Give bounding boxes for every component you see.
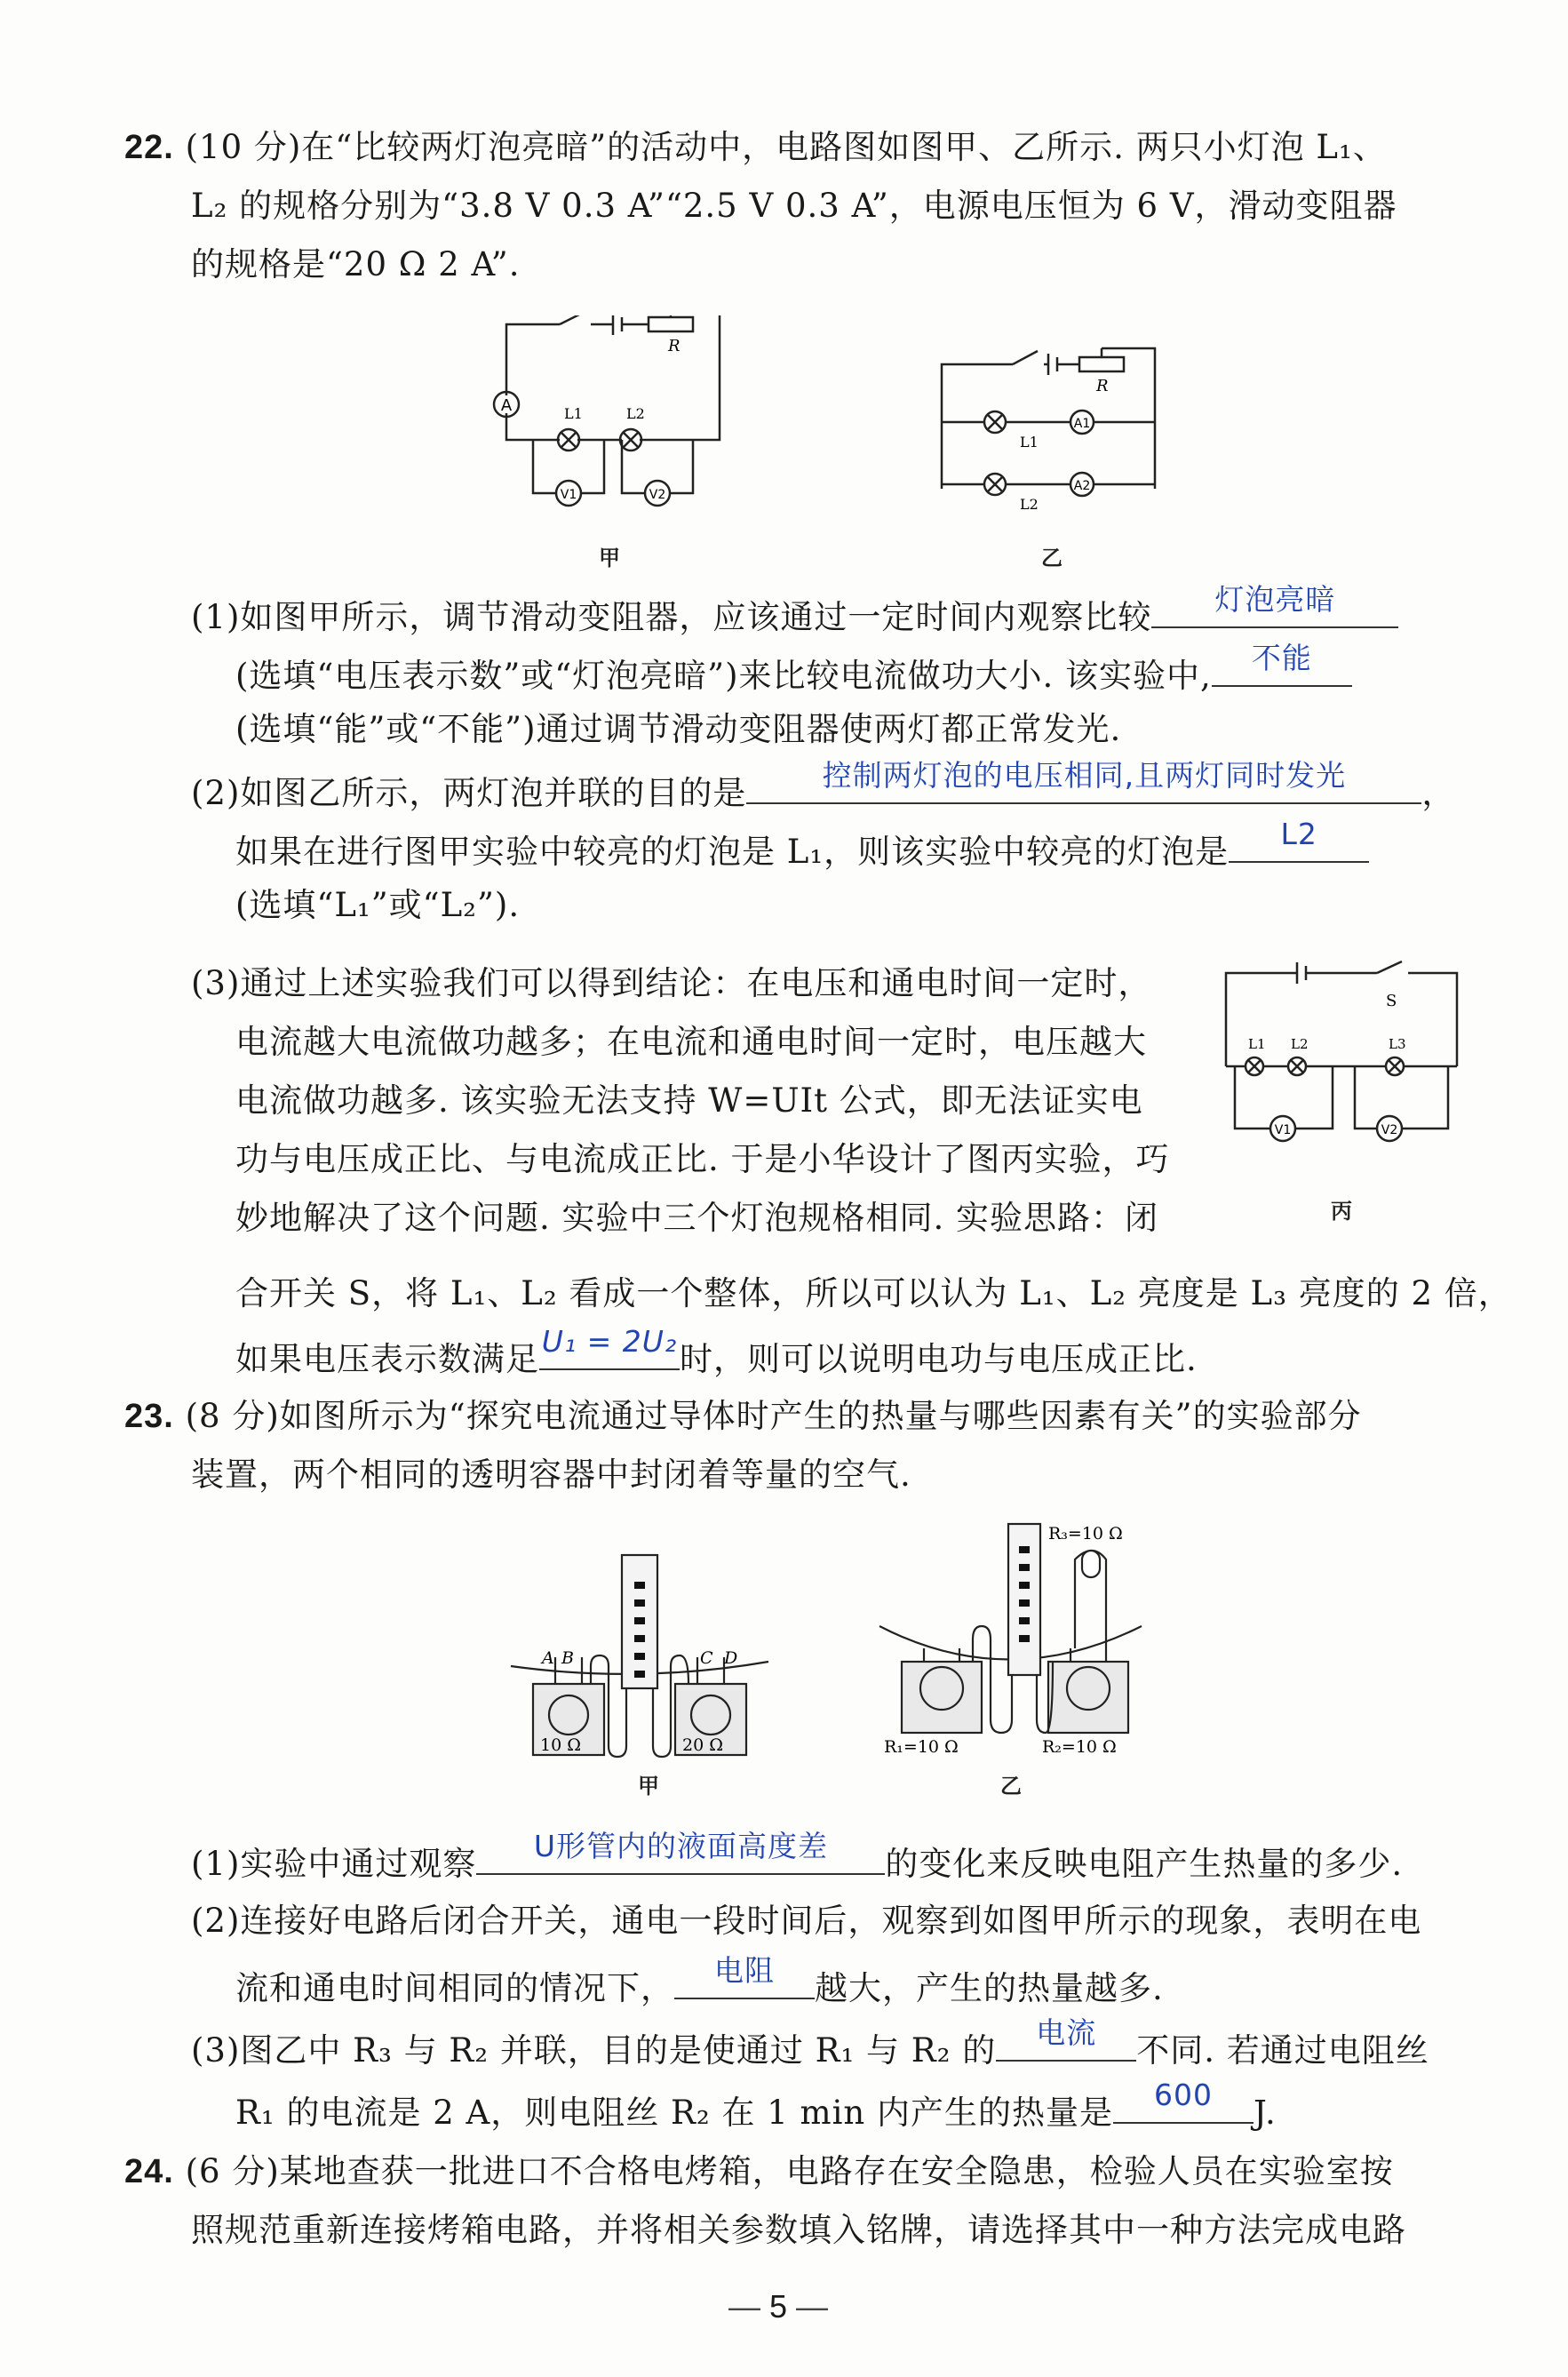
q22-intro-1: (10 分)在“比较两灯泡亮暗”的活动中，电路图如图甲、乙所示. 两只小灯泡 L₁、 (185, 128, 1387, 166)
q22-number: 22. (124, 129, 174, 166)
q23-p2-blank[interactable] (674, 1953, 815, 1999)
q22-p2-line1 (191, 758, 1456, 815)
q24-line1 (124, 2150, 1394, 2193)
q22-fig-yi-caption: 乙 (1041, 546, 1063, 570)
lamp-l2-label: L2 (1020, 496, 1039, 513)
q23-p3-blank1[interactable] (996, 2015, 1136, 2062)
voltmeter-v1-label: V1 (1274, 1123, 1292, 1137)
q22-p2-answer2: L2 (1280, 817, 1317, 851)
rheostat-r-label: R (1096, 377, 1109, 395)
resistor-r1-label: R₁=10 Ω (884, 1737, 959, 1757)
q22-intro-2: L₂ 的规格分别为“3.8 V 0.3 A”“2.5 V 0.3 A”，电源电压恒为 6 V，滑动变阻器 (191, 187, 1397, 225)
q22-p3-text-a: 如果电压表示数满足 (235, 1340, 539, 1378)
lamp-l3-label: L3 (1389, 1036, 1406, 1052)
q22-p2-text-a: (2)如图乙所示，两灯泡并联的目的是 (191, 774, 747, 812)
q23-p2-text-b: 越大，产生的热量越多. (815, 1969, 1164, 2007)
q22-fig-bing-caption: 丙 (1331, 1199, 1352, 1224)
q23-intro-2: 装置，两个相同的透明容器中封闭着等量的空气. (191, 1456, 911, 1494)
voltmeter-v2-label: V2 (649, 488, 666, 502)
page-number-value: 5 (769, 2288, 788, 2325)
q22-p3-line5: 妙地解决了这个问题. 实验中三个灯泡规格相同. 实验思路：闭 (235, 1199, 1159, 1237)
q22-p1-line3: (选填“能”或“不能”)通过调节滑动变阻器使两灯都正常发光. (235, 710, 1122, 748)
q22-p1-blank1[interactable] (1151, 582, 1398, 628)
ammeter-a-label: A (500, 396, 513, 415)
q23-figure-jia (506, 1551, 773, 1764)
q23-line1 (124, 1395, 1362, 1438)
q22-p2-blank2[interactable] (1229, 817, 1369, 863)
q22-line1 (124, 126, 1387, 169)
q22-p2-line3: (选填“L₁”或“L₂”). (235, 886, 521, 924)
q23-p1-answer: U形管内的液面高度差 (533, 1829, 828, 1863)
q22-p2-line2 (235, 817, 1369, 873)
terminal-b-label: B (561, 1648, 574, 1668)
q23-p3-answer1: 电流 (1036, 2015, 1097, 2050)
q23-p3-text-d: J. (1254, 2094, 1277, 2132)
resistor-20-label: 20 Ω (682, 1735, 723, 1755)
q23-p3-line1 (191, 2015, 1429, 2072)
terminal-a-label: A (542, 1648, 554, 1668)
q22-fig-jia-caption: 甲 (599, 546, 620, 570)
q22-p3-line3: 电流做功越多. 该实验无法支持 W=UIt 公式，即无法证实电 (235, 1081, 1143, 1120)
lamp-l1-label: L1 (1020, 434, 1039, 451)
q22-p1-line2 (235, 641, 1352, 698)
q23-p2-answer: 电阻 (714, 1953, 775, 1988)
terminal-c-label: C (700, 1648, 713, 1668)
q22-intro-3: 的规格是“20 Ω 2 A”. (191, 245, 521, 283)
q23-p3-text-c: R₁ 的电流是 2 A，则电阻丝 R₂ 在 1 min 内产生的热量是 (235, 2094, 1114, 2132)
lamp-l2-label: L2 (1291, 1036, 1309, 1052)
q23-p3-text-b: 不同. 若通过电阻丝 (1136, 2031, 1429, 2070)
q22-p1-text-b: (选填“电压表示数”或“灯泡亮暗”)来比较电流做功大小. 该实验中, (235, 657, 1212, 695)
q22-p3-blank[interactable] (539, 1324, 680, 1370)
rheostat-r-label: R (668, 337, 681, 355)
terminal-d-label: D (724, 1648, 738, 1668)
q22-p1-text-a: (1)如图甲所示，调节滑动变阻器，应该通过一定时间内观察比较 (191, 598, 1152, 636)
q22-p1-blank2[interactable] (1212, 641, 1352, 687)
q23-p3-line2 (235, 2078, 1277, 2134)
lamp-l1-label: L1 (1248, 1036, 1266, 1052)
q23-p1-blank[interactable] (476, 1829, 885, 1875)
q22-p2-text-b: 如果在进行图甲实验中较亮的灯泡是 L₁，则该实验中较亮的灯泡是 (235, 833, 1230, 871)
q22-p1-answer1: 灯泡亮暗 (1214, 582, 1336, 617)
q23-figure-yi (875, 1520, 1150, 1764)
q23-p2-line1: (2)连接好电路后闭合开关，通电一段时间后，观察到如图甲所示的现象，表明在电 (191, 1902, 1422, 1940)
q22-p3-line2: 电流越大电流做功越多；在电流和通电时间一定时，电压越大 (235, 1023, 1147, 1061)
q22-p3-line7 (235, 1324, 1198, 1381)
ammeter-a1-label: A1 (1073, 417, 1091, 431)
resistor-r3-label: R₃=10 Ω (1048, 1524, 1123, 1543)
q22-p1-line1 (191, 582, 1398, 639)
q22-figure-bing (1217, 960, 1475, 1164)
q23-fig-yi-caption: 乙 (1000, 1774, 1022, 1799)
q22-p2-blank1[interactable] (746, 758, 1421, 804)
q23-fig-jia-caption: 甲 (638, 1774, 659, 1799)
switch-s-label: S (1386, 992, 1397, 1010)
page-number: — 5 — (728, 2288, 829, 2325)
q24-number: 24. (124, 2153, 174, 2190)
q23-p3-answer2: 600 (1154, 2078, 1214, 2112)
q24-intro-2: 照规范重新连接烤箱电路，并将相关参数填入铭牌，请选择其中一种方法完成电路 (191, 2211, 1406, 2249)
q23-p1-text-a: (1)实验中通过观察 (191, 1845, 477, 1883)
q23-intro-1: (8 分)如图所示为“探究电流通过导体时产生的热量与哪些因素有关”的实验部分 (185, 1397, 1362, 1435)
q22-p3-line6: 合开关 S，将 L₁、L₂ 看成一个整体，所以可以认为 L₁、L₂ 亮度是 L₃ 亮度的 2 倍， (235, 1274, 1512, 1312)
ammeter-a2-label: A2 (1073, 479, 1091, 493)
q23-p3-blank2[interactable] (1113, 2078, 1254, 2124)
q22-figure-yi (933, 333, 1190, 520)
q23-p3-text-a: (3)图乙中 R₃ 与 R₂ 并联，目的是使通过 R₁ 与 R₂ 的 (191, 2031, 997, 2070)
resistor-r2-label: R₂=10 Ω (1042, 1737, 1117, 1757)
q22-p3-line1: (3)通过上述实验我们可以得到结论：在电压和通电时间一定时， (191, 964, 1152, 1002)
q22-p3-line4: 功与电压成正比、与电流成正比. 于是小华设计了图丙实验，巧 (235, 1140, 1170, 1178)
q23-p2-line2 (235, 1953, 1164, 2010)
q23-number: 23. (124, 1398, 174, 1435)
q24-intro-1: (6 分)某地查获一批进口不合格电烤箱，电路存在安全隐患，检验人员在实验室按 (185, 2152, 1394, 2190)
lamp-l1-label: L1 (564, 405, 583, 422)
q23-p1-line (191, 1829, 1404, 1886)
q22-p2-comma: ， (1421, 774, 1456, 812)
q22-p3-answer: U₁ = 2U₂ (541, 1324, 678, 1359)
q23-p1-text-b: 的变化来反映电阻产生热量的多少. (885, 1845, 1404, 1883)
voltmeter-v2-label: V2 (1381, 1123, 1398, 1137)
voltmeter-v1-label: V1 (560, 488, 577, 502)
q22-p3-text-b: 时，则可以说明电功与电压成正比. (680, 1340, 1198, 1378)
lamp-l2-label: L2 (626, 405, 645, 422)
q22-p2-answer1: 控制两灯泡的电压相同,且两灯同时发光 (822, 758, 1347, 793)
q22-p1-answer2: 不能 (1251, 641, 1312, 675)
q23-p2-text-a: 流和通电时间相同的情况下， (235, 1969, 674, 2007)
q22-figure-jia (480, 315, 746, 529)
resistor-10-label: 10 Ω (540, 1735, 581, 1755)
